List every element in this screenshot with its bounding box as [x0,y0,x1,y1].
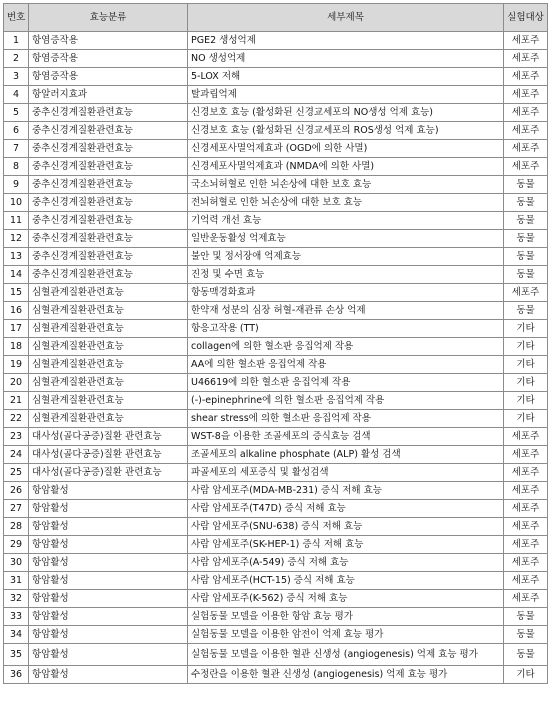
table-row [4,518,548,536]
table-row [4,50,548,68]
table-row [4,68,548,86]
row-number: 22 [4,410,29,428]
row-target: 기타 [504,320,548,338]
table-row [4,464,548,482]
row-category: 중추신경계질환관련효능 [29,140,188,158]
row-title: (-)-epinephrine에 의한 혈소판 응집억제 작용 [188,392,504,410]
row-number: 2 [4,50,29,68]
row-target: 동물 [504,608,548,626]
row-title: 수정란을 이용한 혈관 신생성 (angiogenesis) 억제 효능 평가 [188,666,504,684]
header-category: 효능분류 [29,4,188,32]
row-number: 34 [4,626,29,644]
row-title: 신경세포사멸억제효과 (OGD에 의한 사멸) [188,140,504,158]
row-title: 탈과립억제 [188,86,504,104]
row-number: 28 [4,518,29,536]
row-target: 세포주 [504,428,548,446]
row-category: 중추신경계질환관련효능 [29,248,188,266]
row-title: 기억력 개선 효능 [188,212,504,230]
table-row [4,392,548,410]
row-target: 세포주 [504,536,548,554]
row-number: 11 [4,212,29,230]
row-title: U46619에 의한 혈소판 응집억제 작용 [188,374,504,392]
row-category: 심혈관계질환관련효능 [29,320,188,338]
row-title: 전뇌허혈로 인한 뇌손상에 대한 보호 효능 [188,194,504,212]
row-category: 항암활성 [29,608,188,626]
efficacy-table [3,3,548,684]
row-target: 세포주 [504,464,548,482]
row-category: 항알러지효과 [29,86,188,104]
row-number: 25 [4,464,29,482]
row-category: 중추신경계질환관련효능 [29,176,188,194]
row-number: 6 [4,122,29,140]
row-category: 심혈관계질환관련효능 [29,356,188,374]
row-category: 항암활성 [29,518,188,536]
row-target: 동물 [504,248,548,266]
row-target: 세포주 [504,554,548,572]
row-number: 15 [4,284,29,302]
row-category: 항암활성 [29,500,188,518]
table-row [4,554,548,572]
row-title: 사람 암세포주(A-549) 증식 저해 효능 [188,554,504,572]
row-title: 국소뇌허혈로 인한 뇌손상에 대한 보호 효능 [188,176,504,194]
row-target: 세포주 [504,32,548,50]
row-number: 35 [4,644,29,666]
row-title: 사람 암세포주(K-562) 증식 저해 효능 [188,590,504,608]
row-number: 3 [4,68,29,86]
row-target: 기타 [504,374,548,392]
table-row [4,122,548,140]
row-title: 항응고작용 (TT) [188,320,504,338]
row-category: 항암활성 [29,554,188,572]
table-row [4,230,548,248]
row-category: 항암활성 [29,572,188,590]
row-target: 동물 [504,176,548,194]
row-target: 기타 [504,666,548,684]
table-row [4,410,548,428]
row-number: 19 [4,356,29,374]
row-number: 24 [4,446,29,464]
row-title: PGE2 생성억제 [188,32,504,50]
row-title: 파골세포의 세포증식 및 활성검색 [188,464,504,482]
row-target: 세포주 [504,68,548,86]
row-target: 동물 [504,266,548,284]
row-number: 9 [4,176,29,194]
row-target: 세포주 [504,482,548,500]
row-category: 항암활성 [29,666,188,684]
table-body [4,32,548,684]
table-row [4,140,548,158]
row-target: 세포주 [504,572,548,590]
table-row [4,666,548,684]
row-number: 18 [4,338,29,356]
header-target: 실험대상 [504,4,548,32]
row-title: 신경보호 효능 (활성화된 신경교세포의 NO생성 억제 효능) [188,104,504,122]
row-title: 불안 및 정서장애 억제효능 [188,248,504,266]
table-row [4,86,548,104]
table-row [4,482,548,500]
table-row [4,266,548,284]
row-category: 항암활성 [29,482,188,500]
row-number: 13 [4,248,29,266]
row-title: collagen에 의한 혈소판 응집억제 작용 [188,338,504,356]
row-title: shear stress에 의한 혈소판 응집억제 작용 [188,410,504,428]
row-title: 사람 암세포주(SK-HEP-1) 증식 저해 효능 [188,536,504,554]
row-category: 중추신경계질환관련효능 [29,104,188,122]
row-category: 중추신경계질환관련효능 [29,230,188,248]
row-number: 33 [4,608,29,626]
row-target: 동물 [504,194,548,212]
row-title: AA에 의한 혈소판 응집억제 작용 [188,356,504,374]
row-title: NO 생성억제 [188,50,504,68]
row-target: 동물 [504,644,548,666]
row-number: 20 [4,374,29,392]
row-title: 사람 암세포주(MDA-MB-231) 증식 저해 효능 [188,482,504,500]
table-row [4,590,548,608]
row-category: 심혈관계질환관련효능 [29,374,188,392]
row-title: 조골세포의 alkaline phosphate (ALP) 활성 검색 [188,446,504,464]
row-category: 대사성(골다공증)질환 관련효능 [29,428,188,446]
row-target: 세포주 [504,122,548,140]
row-target: 세포주 [504,158,548,176]
table-row [4,104,548,122]
row-category: 대사성(골다공증)질환 관련효능 [29,446,188,464]
row-target: 세포주 [504,590,548,608]
row-number: 16 [4,302,29,320]
row-category: 항염증작용 [29,68,188,86]
row-category: 항암활성 [29,626,188,644]
row-number: 7 [4,140,29,158]
table-row [4,536,548,554]
row-number: 27 [4,500,29,518]
row-target: 기타 [504,392,548,410]
row-category: 중추신경계질환관련효능 [29,122,188,140]
row-target: 세포주 [504,86,548,104]
row-title: 실험동물 모델을 이용한 항암 효능 평가 [188,608,504,626]
row-category: 대사성(골다공증)질환 관련효능 [29,464,188,482]
table-row [4,248,548,266]
row-title: 사람 암세포주(HCT-15) 증식 저해 효능 [188,572,504,590]
table-row [4,194,548,212]
table-row [4,572,548,590]
row-title: 5-LOX 저해 [188,68,504,86]
table-row [4,626,548,644]
row-number: 23 [4,428,29,446]
row-target: 세포주 [504,518,548,536]
row-category: 심혈관계질환관련효능 [29,302,188,320]
row-category: 항암활성 [29,536,188,554]
row-category: 항염증작용 [29,50,188,68]
header-no: 번호 [4,4,29,32]
row-number: 12 [4,230,29,248]
row-target: 세포주 [504,50,548,68]
table-row [4,212,548,230]
row-number: 4 [4,86,29,104]
table-row [4,608,548,626]
row-number: 36 [4,666,29,684]
row-number: 32 [4,590,29,608]
row-number: 1 [4,32,29,50]
table-row [4,302,548,320]
row-number: 8 [4,158,29,176]
row-category: 중추신경계질환관련효능 [29,266,188,284]
table-row [4,446,548,464]
row-number: 26 [4,482,29,500]
table-row [4,428,548,446]
table-row [4,338,548,356]
table-row [4,284,548,302]
table-row [4,374,548,392]
row-target: 기타 [504,338,548,356]
row-category: 심혈관계질환관련효능 [29,338,188,356]
row-target: 세포주 [504,446,548,464]
row-title: 한약재 성분의 심장 허혈-재관류 손상 억제 [188,302,504,320]
row-category: 심혈관계질환관련효능 [29,410,188,428]
row-title: 사람 암세포주(T47D) 증식 저해 효능 [188,500,504,518]
row-target: 기타 [504,410,548,428]
row-category: 중추신경계질환관련효능 [29,158,188,176]
row-number: 17 [4,320,29,338]
table-row [4,500,548,518]
row-category: 중추신경계질환관련효능 [29,212,188,230]
table-row [4,320,548,338]
row-category: 항염증작용 [29,32,188,50]
row-number: 5 [4,104,29,122]
row-target: 동물 [504,212,548,230]
row-title: 사람 암세포주(SNU-638) 증식 저해 효능 [188,518,504,536]
row-number: 10 [4,194,29,212]
table-row [4,176,548,194]
row-title: 항동맥경화효과 [188,284,504,302]
row-title: 진정 및 수면 효능 [188,266,504,284]
row-title: 일반운동활성 억제효능 [188,230,504,248]
row-target: 동물 [504,302,548,320]
row-target: 기타 [504,356,548,374]
table-header-row [4,4,548,32]
row-title: 신경보호 효능 (활성화된 신경교세포의 ROS생성 억제 효능) [188,122,504,140]
row-category: 심혈관계질환관련효능 [29,392,188,410]
row-target: 세포주 [504,500,548,518]
table-row [4,644,548,666]
row-category: 심혈관계질환관련효능 [29,284,188,302]
table-row [4,356,548,374]
row-number: 31 [4,572,29,590]
row-category: 중추신경계질환관련효능 [29,194,188,212]
row-target: 세포주 [504,104,548,122]
table-row [4,32,548,50]
row-title: WST-8을 이용한 조골세포의 증식효능 검색 [188,428,504,446]
efficacy-table-container [3,3,547,684]
row-category: 항암활성 [29,644,188,666]
row-target: 세포주 [504,284,548,302]
row-target: 동물 [504,626,548,644]
row-target: 세포주 [504,140,548,158]
row-number: 29 [4,536,29,554]
row-title: 실험동물 모델을 이용한 혈관 신생성 (angiogenesis) 억제 효능 평가 [188,644,504,666]
row-category: 항암활성 [29,590,188,608]
row-title: 신경세포사멸억제효과 (NMDA에 의한 사멸) [188,158,504,176]
header-title: 세부제목 [188,4,504,32]
table-row [4,158,548,176]
row-target: 동물 [504,230,548,248]
row-number: 14 [4,266,29,284]
row-title: 실험동물 모델을 이용한 암전이 억제 효능 평가 [188,626,504,644]
row-number: 30 [4,554,29,572]
row-number: 21 [4,392,29,410]
